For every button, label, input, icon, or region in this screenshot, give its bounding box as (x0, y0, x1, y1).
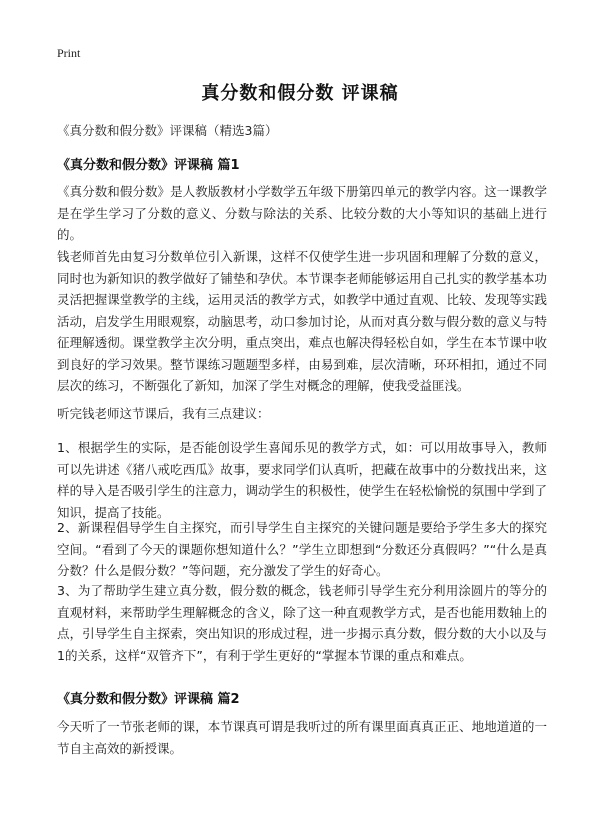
paragraph-suggestion-2: 2、新课程倡导学生自主探究，而引导学生自主探究的关键问题是要给予学生多大的探究空间。“看到了今天的课题你想知道什么？”学生立即想到“分数还分真假吗？”“什么是真分数？什么是假分数？”等问题，充分激发了学生的好奇心。 (57, 520, 547, 578)
print-label[interactable]: Print (57, 46, 81, 60)
paragraph-suggestions-intro: 听完钱老师这节课后，我有三点建议： (57, 406, 270, 421)
paragraph-suggestion-1: 1、根据学生的实际，是否能创设学生喜闻乐见的教学方式，如：可以用故事导入，教师可以先讲述《猪八戒吃西瓜》故事，要求同学们认真听，把藏在故事中的分数找出来，这样的导入是否吸引学生的注意力，调动学生的积极性，使学生在轻松愉悦的氛围中学到了知识，提高了技能。 (57, 440, 547, 520)
page-title: 真分数和假分数 评课稿 (201, 83, 399, 104)
paragraph-suggestion-3: 3、为了帮助学生建立真分数，假分数的概念，钱老师引导学生充分利用涂圆片的等分的直观材料，来帮助学生理解概念的含义，除了这一种直观教学方式，是否也能用数轴上的点，引导学生自主探索，突出知识的形成过程，进一步揭示真分数，假分数的大小以及与1的关系，这样“双管齐下”，有利于学生更好的“掌握本节课的重点和难点。 (57, 583, 547, 663)
section-heading-1: 《真分数和假分数》评课稿 篇1 (57, 158, 240, 173)
paragraph-review: 钱老师首先由复习分数单位引入新课，这样不仅使学生进一步巩固和理解了分数的意义，同时也为新知识的教学做好了铺垫和孕伏。本节课李老师能够运用自己扎实的教学基本功灵活把握课堂教学的主线，运用灵活的教学方式，如教学中通过直观、比较、发现等实践活动，启发学生用眼观察，动脑思考，动口参加讨论，从而对真分数与假分数的意义与特征理解透彻。课堂教学主次分明，重点突出，难点也解决得轻松自如，学生在本节课中收到良好的学习效果。整节课练习题题型多样，由易到难，层次清晰，环环相扣，通过不同层次的练习，不断强化了新知，加深了学生对概念的理解，使我受益匪浅。 (57, 249, 547, 393)
document-subtitle: 《真分数和假分数》评课稿（精选3篇） (57, 123, 278, 138)
section-heading-2: 《真分数和假分数》评课稿 篇2 (57, 692, 240, 707)
paragraph-intro: 《真分数和假分数》是人教版教材小学数学五年级下册第四单元的教学内容。这一课教学是在学生学习了分数的意义、分数与除法的关系、比较分数的大小等知识的基础上进行的。 (57, 184, 547, 242)
paragraph-section2-intro: 今天听了一节张老师的课，本节课真可谓是我听过的所有课里面真真正正、地地道道的一节自主高效的新授课。 (57, 719, 547, 756)
